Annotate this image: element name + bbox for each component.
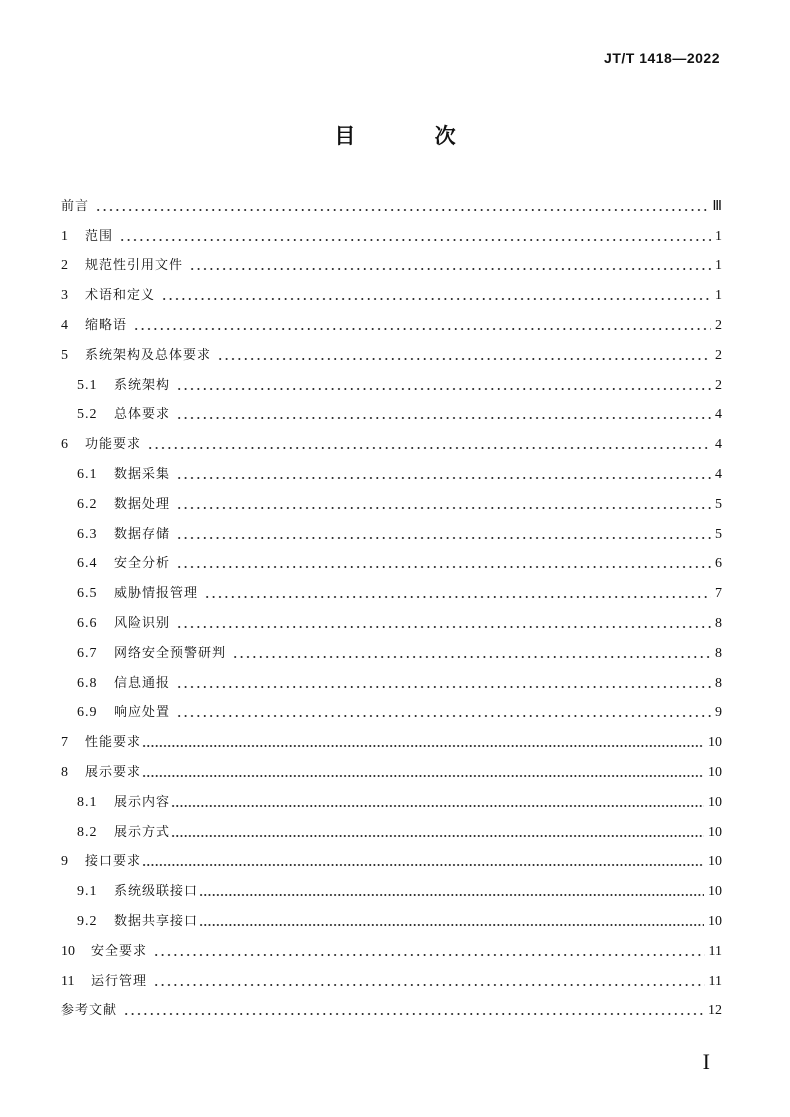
toc-number: 10	[61, 943, 75, 959]
toc-label: 数据处理	[114, 496, 171, 512]
toc-entry-1[interactable]	[61, 216, 722, 246]
toc-entry-8-1[interactable]	[61, 782, 722, 812]
dot-leader	[133, 328, 711, 330]
toc-label: 缩略语	[85, 317, 128, 333]
toc-entry-6-2[interactable]	[61, 484, 722, 514]
toc-page: 1	[715, 288, 722, 304]
toc-page: 10	[708, 764, 722, 780]
toc-entry-6-9[interactable]	[61, 693, 722, 723]
toc-page: 10	[708, 854, 722, 870]
toc-label: 参考文献	[61, 1003, 118, 1019]
dot-leader	[176, 686, 711, 688]
toc-label: 功能要求	[85, 437, 142, 453]
toc-number: 9	[61, 854, 68, 870]
toc-number: 6.6	[77, 615, 98, 631]
dot-leader	[153, 954, 705, 956]
dot-leader	[176, 477, 711, 479]
toc-label: 数据共享接口	[114, 913, 199, 929]
toc-entry-9-1[interactable]	[61, 871, 722, 901]
toc-number: 8.1	[77, 794, 98, 810]
toc-page: 4	[715, 437, 722, 453]
dot-leader	[199, 894, 704, 896]
toc-number: 6.1	[77, 466, 98, 482]
dot-leader	[176, 537, 711, 539]
dot-leader	[176, 626, 711, 628]
toc-page: 2	[715, 317, 722, 333]
toc-page: 10	[708, 884, 722, 900]
toc-page: 2	[715, 347, 722, 363]
dot-leader	[199, 924, 704, 926]
toc-number: 11	[61, 973, 75, 989]
dot-leader	[142, 775, 704, 777]
toc-label: 网络安全预警研判	[114, 645, 227, 661]
toc-number: 5.1	[77, 377, 98, 393]
toc-page: 8	[715, 615, 722, 631]
toc-number: 5	[61, 347, 68, 363]
toc-label: 安全要求	[91, 943, 148, 959]
dot-leader	[95, 209, 708, 211]
toc-entry-6-3[interactable]	[61, 514, 722, 544]
toc-label: 运行管理	[91, 973, 148, 989]
toc-number: 2	[61, 258, 68, 274]
toc-number: 3	[61, 288, 68, 304]
toc-page: 2	[715, 377, 722, 393]
toc-label: 响应处置	[114, 705, 171, 721]
toc-page: 4	[715, 466, 722, 482]
toc-page: 12	[708, 1003, 722, 1019]
toc-label: 数据采集	[114, 466, 171, 482]
toc-number: 6.8	[77, 675, 98, 691]
dot-leader	[153, 984, 705, 986]
toc-label: 展示要求	[85, 764, 142, 780]
toc-page: Ⅲ	[712, 198, 722, 214]
toc-label: 数据存储	[114, 526, 171, 542]
dot-leader	[123, 1013, 704, 1015]
toc-entry-foreword[interactable]	[61, 186, 722, 216]
dot-leader	[176, 388, 711, 390]
dot-leader	[142, 864, 704, 866]
toc-number: 6.5	[77, 586, 98, 602]
toc-number: 8.2	[77, 824, 98, 840]
dot-leader	[147, 447, 711, 449]
toc-entry-8-2[interactable]	[61, 812, 722, 842]
toc-entry-9-2[interactable]	[61, 901, 722, 931]
toc-label: 展示内容	[114, 794, 171, 810]
dot-leader	[189, 268, 711, 270]
toc-page: 10	[708, 913, 722, 929]
toc-entry-3[interactable]	[61, 275, 722, 305]
toc-number: 5.2	[77, 407, 98, 423]
toc-page: 11	[708, 943, 722, 959]
toc-entry-4[interactable]	[61, 305, 722, 335]
toc-number: 6.4	[77, 556, 98, 572]
toc-number: 6.7	[77, 645, 98, 661]
dot-leader	[176, 507, 711, 509]
toc-page: 8	[715, 675, 722, 691]
toc-number: 9.2	[77, 913, 98, 929]
toc-page: 10	[708, 794, 722, 810]
toc-page: 11	[708, 973, 722, 989]
toc-entry-7[interactable]	[61, 722, 722, 752]
toc-number: 8	[61, 764, 68, 780]
toc-number: 1	[61, 228, 68, 244]
toc-entry-11[interactable]	[61, 961, 722, 991]
toc-number: 4	[61, 317, 68, 333]
toc-label: 风险识别	[114, 615, 171, 631]
toc-number: 9.1	[77, 884, 98, 900]
toc-label: 系统架构	[114, 377, 171, 393]
toc-label: 总体要求	[114, 407, 171, 423]
toc-number: 6.2	[77, 496, 98, 512]
toc-entry-6-6[interactable]	[61, 603, 722, 633]
toc-label: 规范性引用文件	[85, 258, 184, 274]
page-number: I	[702, 1049, 710, 1074]
toc-label: 接口要求	[85, 854, 142, 870]
toc-page: 1	[715, 228, 722, 244]
toc-entry-6-4[interactable]	[61, 544, 722, 574]
table-of-contents	[61, 186, 722, 1020]
dot-leader	[217, 358, 711, 360]
toc-label: 系统架构及总体要求	[85, 347, 212, 363]
toc-page: 4	[715, 407, 722, 423]
dot-leader	[171, 835, 704, 837]
toc-entry-5-2[interactable]	[61, 395, 722, 425]
dot-leader	[161, 298, 711, 300]
toc-page: 10	[708, 735, 722, 751]
toc-label: 展示方式	[114, 824, 171, 840]
toc-entry-9[interactable]	[61, 842, 722, 872]
dot-leader	[171, 805, 704, 807]
toc-entry-8[interactable]	[61, 752, 722, 782]
page-title: 目 次	[334, 124, 492, 148]
toc-entry-10[interactable]	[61, 931, 722, 961]
dot-leader	[142, 745, 704, 747]
toc-label: 术语和定义	[85, 288, 156, 304]
toc-entry-6-1[interactable]	[61, 454, 722, 484]
toc-label: 系统级联接口	[114, 884, 199, 900]
toc-page: 5	[715, 526, 722, 542]
toc-page: 6	[715, 556, 722, 572]
toc-label: 前言	[61, 198, 90, 214]
toc-entry-6-7[interactable]	[61, 633, 722, 663]
toc-number: 6.9	[77, 705, 98, 721]
toc-page: 8	[715, 645, 722, 661]
dot-leader	[176, 417, 711, 419]
toc-entry-5[interactable]	[61, 335, 722, 365]
dot-leader	[204, 596, 711, 598]
toc-label: 安全分析	[114, 556, 171, 572]
toc-entry-2[interactable]	[61, 246, 722, 276]
toc-entry-6-8[interactable]	[61, 663, 722, 693]
document-code: JT/T 1418—2022	[604, 50, 720, 66]
toc-label: 性能要求	[85, 735, 142, 751]
dot-leader	[119, 239, 711, 241]
toc-entry-5-1[interactable]	[61, 365, 722, 395]
toc-page: 7	[715, 586, 722, 602]
dot-leader	[176, 566, 711, 568]
dot-leader	[176, 715, 711, 717]
toc-entry-bibliography[interactable]	[61, 991, 722, 1021]
toc-number: 7	[61, 735, 68, 751]
toc-entry-6[interactable]	[61, 424, 722, 454]
toc-page: 5	[715, 496, 722, 512]
dot-leader	[232, 656, 711, 658]
toc-label: 威胁情报管理	[114, 586, 199, 602]
toc-page: 9	[715, 705, 722, 721]
toc-number: 6.3	[77, 526, 98, 542]
toc-number: 6	[61, 437, 68, 453]
toc-page: 10	[708, 824, 722, 840]
toc-page: 1	[715, 258, 722, 274]
toc-label: 范围	[85, 228, 114, 244]
toc-label: 信息通报	[114, 675, 171, 691]
toc-entry-6-5[interactable]	[61, 573, 722, 603]
